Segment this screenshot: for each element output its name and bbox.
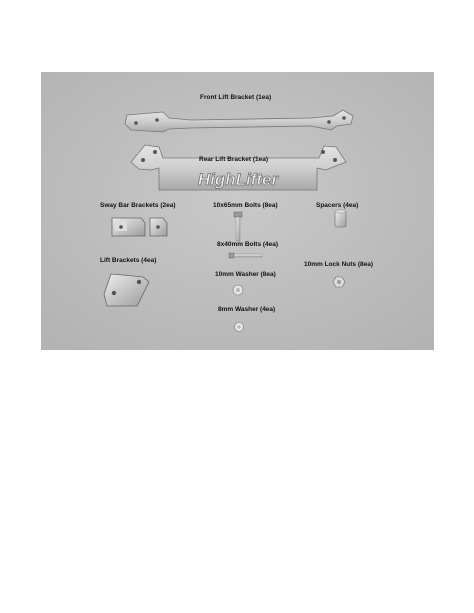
washer-8mm <box>235 323 244 332</box>
label-lock-nuts-10mm: 10mm Lock Nuts (8ea) <box>304 261 373 268</box>
spacer <box>335 210 346 227</box>
label-bolts-10x65: 10x65mm Bolts (8ea) <box>213 202 278 209</box>
label-washer-8mm: 8mm Washer (4ea) <box>218 306 276 313</box>
washer-10mm <box>233 285 243 295</box>
highlifter-logo: HighLifter <box>197 170 279 189</box>
label-washer-10mm: 10mm Washer (8ea) <box>215 271 276 278</box>
label-sway-bar-brackets: Sway Bar Brackets (2ea) <box>100 202 176 209</box>
sway-bar-brackets <box>112 218 167 236</box>
label-front-lift-bracket: Front Lift Bracket (1ea) <box>200 94 272 101</box>
label-lift-brackets: Lift Brackets (4ea) <box>100 257 157 264</box>
label-rear-lift-bracket: Rear Lift Bracket (1ea) <box>199 156 268 163</box>
label-spacers: Spacers (4ea) <box>316 202 359 209</box>
parts-photo <box>41 72 434 350</box>
lock-nut-10mm <box>333 277 345 287</box>
label-bolts-8x40: 8x40mm Bolts (4ea) <box>217 241 279 248</box>
